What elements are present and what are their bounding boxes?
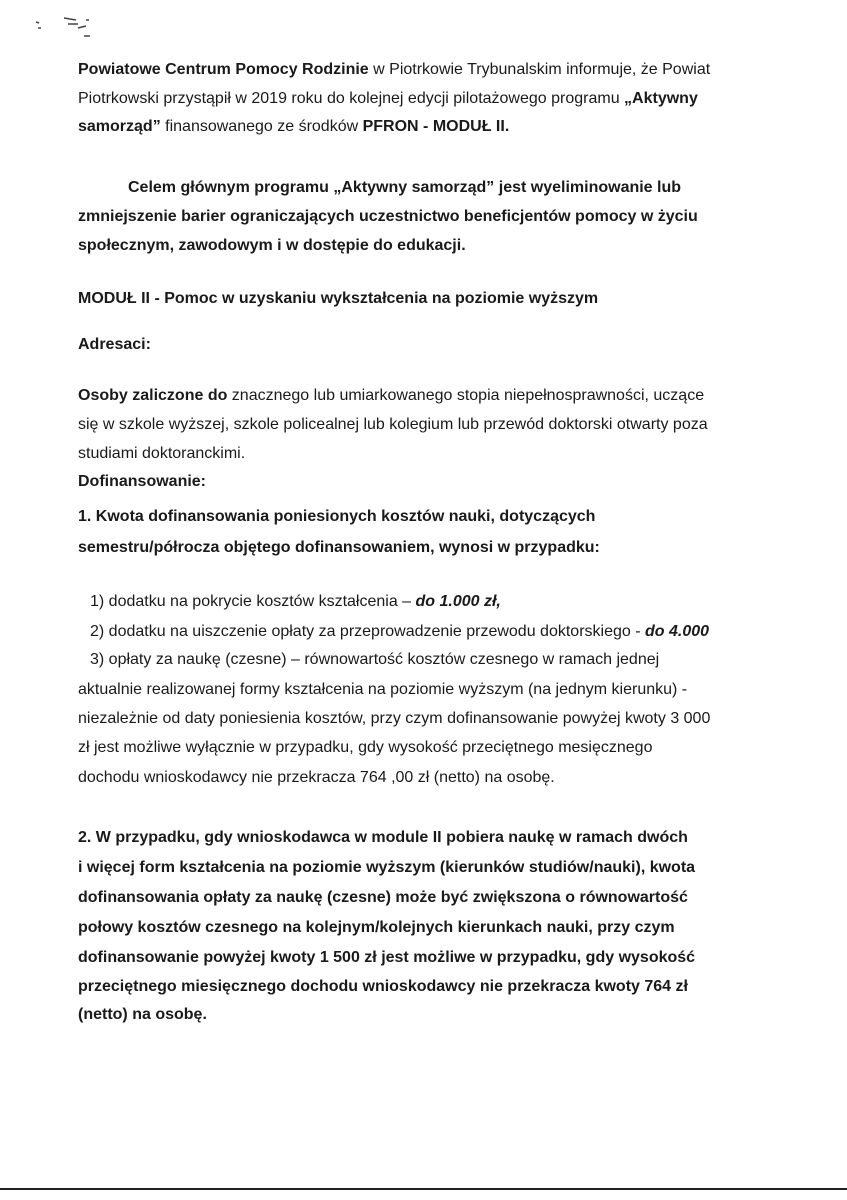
scan-bottom-edge bbox=[0, 1188, 847, 1190]
point1-line-2: semestru/półrocza objętego dofinansowaniem, wynosi w przypadku: bbox=[78, 539, 600, 556]
adresaci-line-1-rest: znacznego lub umiarkowanego stopia niepełnosprawności, uczące bbox=[227, 387, 705, 404]
item-1-text: 1) dodatku na pokrycie kosztów kształcenia – bbox=[90, 593, 416, 610]
goal-line-1: Celem głównym programu „Aktywny samorząd” jest wyeliminowanie lub bbox=[128, 179, 682, 196]
adresaci-line-3: studiami doktoranckimi. bbox=[78, 445, 246, 462]
item-3-line-3: niezależnie od daty poniesienia kosztów, przy czym dofinansowanie powyżej kwoty 3 000 bbox=[78, 710, 711, 727]
item-3-line-2: aktualnie realizowanej formy kształcenia na poziomie wyższym (na jednym kierunku) - bbox=[78, 681, 688, 698]
item-3-line-1: 3) opłaty za naukę (czesne) – równowartość kosztów czesnego w ramach jednej bbox=[90, 651, 660, 668]
adresaci-heading: Adresaci: bbox=[78, 336, 151, 353]
module-heading: MODUŁ II - Pomoc w uzyskaniu wykształcenia na poziomie wyższym bbox=[78, 290, 599, 307]
point2-line-5: dofinansowanie powyżej kwoty 1 500 zł jest możliwe w przypadku, gdy wysokość bbox=[78, 949, 696, 966]
item-3-line-4: zł jest możliwe wyłącznie w przypadku, gdy wysokość przeciętnego mesięcznego bbox=[78, 739, 653, 756]
item-3-line-5: dochodu wnioskodawcy nie przekracza 764 ,00 zł (netto) na osobę. bbox=[78, 769, 555, 786]
pfron-module: PFRON - MODUŁ II. bbox=[362, 118, 510, 135]
point2-line-6: przeciętnego miesięcznego dochodu wnioskodawcy nie przekracza kwoty 764 zł bbox=[78, 978, 688, 995]
point2-line-2: i więcej form kształcenia na poziomie wyższym (kierunków studiów/nauki), kwota bbox=[78, 859, 696, 876]
intro-line-1-rest: w Piotrkowie Trybunalskim informuje, że Powiat bbox=[368, 61, 711, 78]
intro-line-2 bbox=[78, 89, 698, 109]
dofinansowanie-heading: Dofinansowanie: bbox=[78, 473, 207, 490]
program-name-end: samorząd” bbox=[78, 118, 161, 135]
item-1 bbox=[90, 592, 501, 612]
org-name: Powiatowe Centrum Pomocy Rodzinie bbox=[78, 61, 369, 78]
item-2-amount: do 4.000 bbox=[644, 623, 710, 640]
item-2 bbox=[90, 622, 709, 642]
goal-line-2: zmniejszenie barier ograniczających uczestnictwo beneficjentów pomocy w życiu bbox=[78, 208, 698, 225]
intro-line-3 bbox=[78, 117, 509, 137]
intro-line-1 bbox=[78, 60, 710, 80]
intro-line-2-text: Piotrkowski przystąpił w 2019 roku do kolejnej edycji pilotażowego programu bbox=[78, 90, 625, 107]
point2-line-4: połowy kosztów czesnego na kolejnym/kolejnych kierunkach nauki, przy czym bbox=[78, 919, 675, 936]
program-name-start: „Aktywny bbox=[624, 90, 698, 107]
intro-line-3-text: finansowanego ze środków bbox=[160, 118, 363, 135]
point2-line-3: dofinansowania opłaty za naukę (czesne) może być zwiększona o równowartość bbox=[78, 889, 688, 906]
item-1-amount: do 1.000 zł, bbox=[415, 593, 501, 610]
item-2-text: 2) dodatku na uiszczenie opłaty za przeprowadzenie przewodu doktorskiego - bbox=[90, 623, 645, 640]
adresaci-line-1-bold: Osoby zaliczone do bbox=[78, 387, 228, 404]
adresaci-line-2: się w szkole wyższej, szkole policealnej lub kolegium lub przewód doktorski otwarty poza bbox=[78, 416, 708, 433]
point1-line-1: 1. Kwota dofinansowania poniesionych kosztów nauki, dotyczących bbox=[78, 508, 596, 525]
point2-line-7: (netto) na osobę. bbox=[78, 1006, 207, 1023]
goal-line-3: społecznym, zawodowym i w dostępie do edukacji. bbox=[78, 237, 466, 254]
adresaci-line-1 bbox=[78, 386, 704, 406]
point2-line-1: 2. W przypadku, gdy wnioskodawca w module II pobiera naukę w ramach dwóch bbox=[78, 829, 688, 846]
scan-artifact-mark bbox=[34, 14, 94, 40]
